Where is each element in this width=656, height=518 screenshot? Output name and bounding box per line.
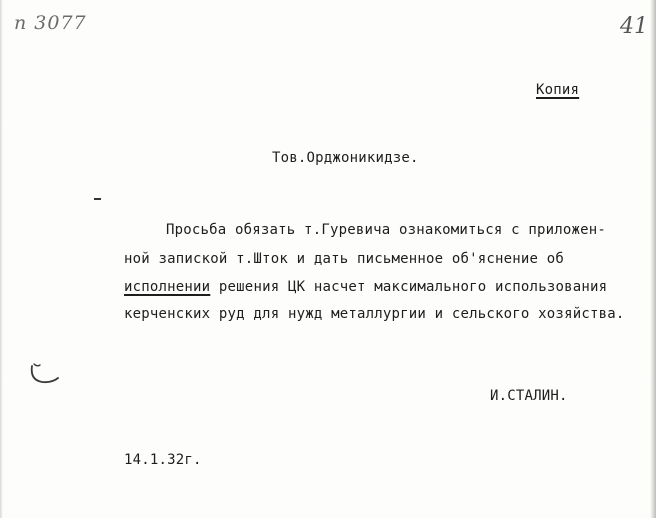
paper-right-edge — [650, 0, 656, 518]
letter-line-2: ной запиской т.Шток и дать письменное об'яснение об — [124, 251, 565, 267]
page-number: 41 — [620, 14, 648, 39]
margin-dash-mark — [94, 198, 101, 200]
letter-line-1: Просьба обязать т.Гуревича ознакомиться с приложен- — [166, 222, 607, 238]
date: 14.1.32г. — [124, 452, 202, 468]
letter-line-4: керченских руд для нужд металлургии и сельского хозяйства. — [124, 306, 625, 322]
archive-mark: п 3077 — [14, 12, 87, 34]
signature: И.СТАЛИН. — [490, 388, 568, 404]
pencil-tick-mark — [28, 360, 62, 388]
letter-line-3 — [124, 279, 607, 295]
underlined-word: исполнении — [124, 279, 211, 295]
addressee: Тов.Орджоникидзе. — [272, 150, 419, 166]
letter-line-3-rest: решения ЦК насчет максимального использования — [210, 279, 608, 295]
copy-label: Копия — [536, 82, 580, 98]
paper-left-edge — [0, 0, 3, 518]
